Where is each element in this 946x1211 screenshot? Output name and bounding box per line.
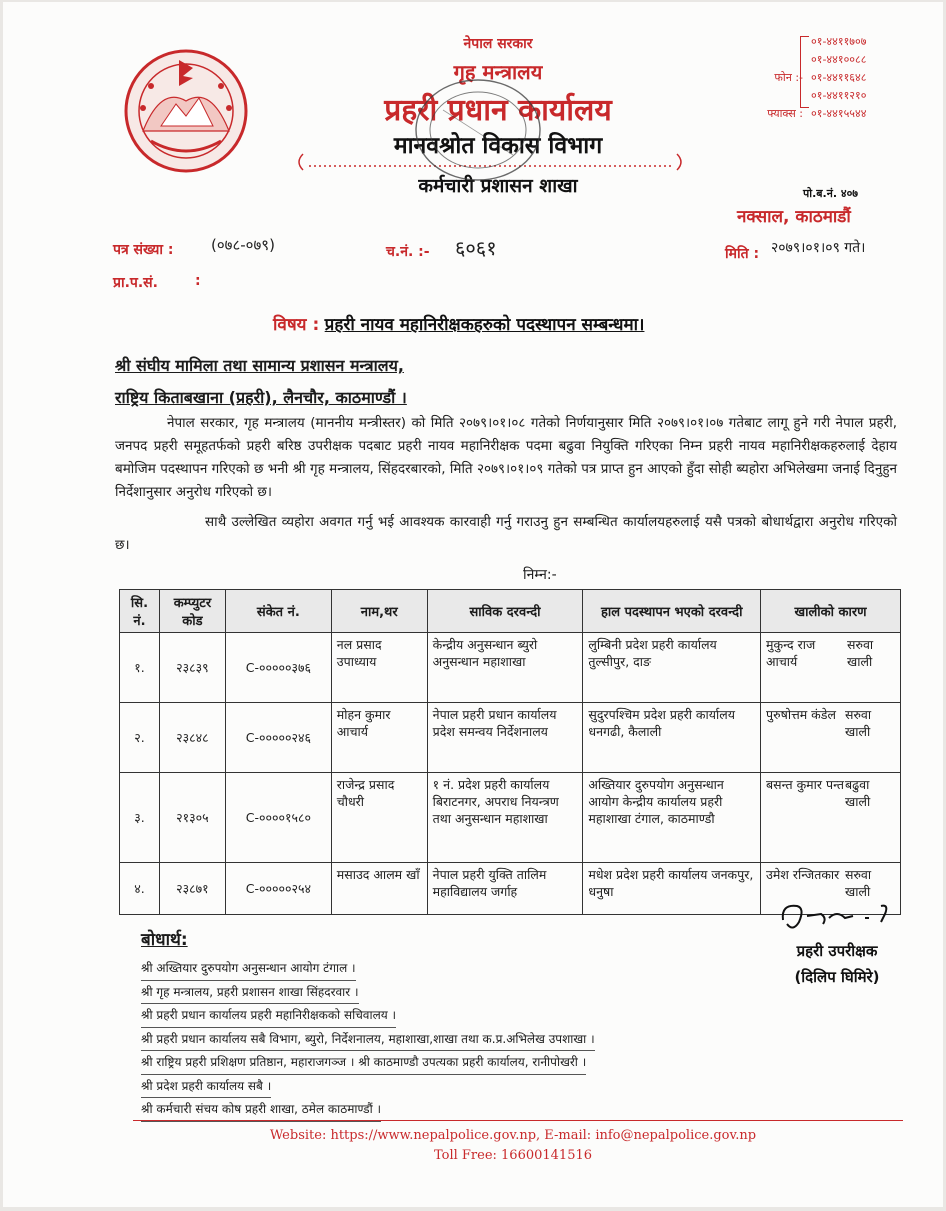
table-header-row	[120, 590, 901, 633]
po-box: पो.ब.नं. ४०७	[803, 187, 859, 200]
cell-new-post: सुदुरपश्चिम प्रदेश प्रहरी कार्यालय धनगढी, कैलाली	[583, 703, 761, 773]
col-header-code: कम्प्युटर कोड	[159, 590, 225, 633]
recipient-line-1: श्री संघीय मामिला तथा सामान्य प्रशासन मन्त्रालय,	[115, 356, 404, 375]
government-name: नेपाल सरकार	[463, 36, 533, 52]
body-paragraph-2: साथै उल्लेखित व्यहोरा अवगत गर्नु भई आवश्यक कारवाही गर्नु गराउनु हुन सम्बन्धित कार्यालयहरुलाई यसै पत्रको बोधार्थद्वारा अनुरोध गरिएको छ।	[115, 514, 897, 553]
ministry-name: गृह मन्त्रालय	[453, 60, 543, 84]
vacancy-type: बढुवा खाली	[845, 777, 871, 809]
cell-sn: २.	[120, 703, 160, 773]
footer-website-email: Website: https://www.nepalpolice.gov.np, E-mail: info@nepalpolice.gov.np	[269, 1128, 757, 1143]
cell-sn: ३.	[120, 773, 160, 863]
cell-vacancy-reason	[761, 633, 901, 703]
cc-item: श्री राष्ट्रिय प्रहरी प्रशिक्षण प्रतिष्ठान, महाराजगञ्ज । श्री काठमाण्डौ उपत्यका प्रहरी कार्यालय, रानीपोखरी ।	[141, 1051, 586, 1075]
col-header-previous-post: साविक दरवन्दी	[427, 590, 583, 633]
cell-code: २३८३९	[159, 633, 225, 703]
phone-number: ०१-४४११७०७	[811, 34, 867, 48]
cell-previous-post: नेपाल प्रहरी प्रधान कार्यालय प्रदेश समन्वय निर्देशनालय	[427, 703, 583, 773]
cc-item: श्री प्रहरी प्रधान कार्यालय सबै विभाग, ब्युरो, निर्देशनालय, महाशाखा,शाखा तथा क.प्र.अभिलेख उपशाखा ।	[141, 1028, 595, 1052]
date-label: मिति :	[725, 246, 760, 262]
col-header-new-post: हाल पदस्थापन भएको दरवन्दी	[583, 590, 761, 633]
phone-number: ०१-४४१००८८	[811, 52, 867, 66]
cell-previous-post: केन्द्रीय अनुसन्धान ब्युरो अनुसन्धान महाशाखा	[427, 633, 583, 703]
col-header-vacancy-reason: खालीको कारण	[761, 590, 901, 633]
cc-item: श्री गृह मन्त्रालय, प्रहरी प्रशासन शाखा सिंहदरवार ।	[141, 981, 359, 1005]
cell-sn: ४.	[120, 863, 160, 915]
patra-label: पत्र संख्या :	[113, 242, 174, 258]
chalan-label: च.नं. :-	[386, 244, 430, 260]
footer-divider	[133, 1120, 903, 1121]
cell-vacancy-reason	[761, 773, 901, 863]
cell-sn: १.	[120, 633, 160, 703]
cell-new-post: अख्तियार दुरुपयोग अनुसन्धान आयोग केन्द्रीय कार्यालय प्रहरी महाशाखा टंगाल, काठमाण्डौ	[583, 773, 761, 863]
handwritten-signature	[777, 898, 897, 938]
letter-page	[3, 2, 943, 1207]
office-name: प्रहरी प्रधान कार्यालय	[384, 93, 612, 128]
subject-line	[273, 312, 753, 335]
vacancy-person: पुरुषोत्तम कंडेल	[766, 707, 836, 722]
cc-item: श्री कर्मचारी संचय कोष प्रहरी शाखा, ठमेल काठमाण्डौं ।	[141, 1098, 381, 1122]
subject-value: प्रहरी नायव महानिरीक्षकहरुको पदस्थापन सम्बन्धमा।	[324, 315, 645, 335]
vacancy-type: सरुवा खाली	[847, 637, 874, 669]
cell-sanket: C-००००१५८०	[225, 773, 331, 863]
fax-number: ०१-४४१५५४४	[811, 106, 867, 120]
cell-previous-post: नेपाल प्रहरी युक्ति तालिम महाविद्यालय जर्गाह	[427, 863, 583, 915]
col-header-sn: सि. नं.	[120, 590, 160, 633]
vacancy-person: उमेश रन्जितकार	[766, 867, 840, 882]
vacancy-person: बसन्त कुमार पन्त	[766, 777, 845, 792]
cell-code: २१३०५	[159, 773, 225, 863]
table-row	[120, 703, 901, 773]
chalan-value: ६०६१	[455, 236, 497, 260]
body-paragraph-1: नेपाल सरकार, गृह मन्त्रालय (माननीय मन्त्रीस्तर) को मिति २०७९।०१।०८ गतेको निर्णयानुसार मिति २०७९।०१।०७ गतेबाट लागू हुने गरी नेपाल प्रहरी, जनपद प्रहरी समूहतर्फको प्रहरी बरिष्ठ उपरीक्षक पदबाट प्रहरी नायव महानिरीक्षक पदमा बढुवा नियुक्ति गरिएका निम्न प्रहरी नायव महानिरीक्षकहरुलाई देहाय बमोजिम पदस्थापन गरिएको छ भनी श्री गृह मन्त्रालय, सिंहदरबारको, मिति २०७९।०१।०९ गतेको पत्र प्राप्त हुन आएको हुँदा सोही ब्यहोरा अभिलेखमा जनाई दिनुहुन निर्देशानुसार अनुरोध गरिएको छ।	[115, 415, 897, 500]
cell-name: नल प्रसाद उपाध्याय	[331, 633, 427, 703]
col-header-name: नाम,थर	[331, 590, 427, 633]
cc-item: श्री प्रहरी प्रधान कार्यालय प्रहरी महानिरीक्षकको सचिवालय ।	[141, 1004, 396, 1028]
cell-previous-post: १ नं. प्रदेश प्रहरी कार्यालय बिराटनगर, अपराध नियन्त्रण तथा अनुसन्धान महाशाखा	[427, 773, 583, 863]
subject-label: विषय :	[273, 315, 320, 335]
signatory-block	[777, 938, 897, 990]
date-value: २०७९।०१।०९ गते।	[771, 240, 866, 256]
contact-block	[747, 32, 907, 122]
cell-new-post: मधेश प्रदेश प्रहरी कार्यालय जनकपुर, धनुषा	[583, 863, 761, 915]
patra-value: (०७८-०७९)	[211, 236, 275, 254]
section-name: कर्मचारी प्रशासन शाखा	[418, 175, 578, 197]
phone-label: फोन :-	[774, 70, 803, 84]
recipient-line-2: राष्ट्रिय किताबखाना (प्रहरी), लैनचौर, काठमाण्डौं ।	[115, 388, 407, 407]
phone-number: ०१-४४११६४८	[811, 70, 867, 84]
cell-name: राजेन्द्र प्रसाद चौधरी	[331, 773, 427, 863]
cell-sanket: C-०००००२५४	[225, 863, 331, 915]
vacancy-type: सरुवा खाली	[845, 707, 872, 739]
cc-item: श्री अख्तियार दुरुपयोग अनुसन्धान आयोग टंगाल ।	[141, 957, 356, 981]
cell-sanket: C-०००००२४६	[225, 703, 331, 773]
table-row	[120, 633, 901, 703]
nepal-government-emblem	[121, 46, 251, 176]
posting-table	[119, 589, 901, 915]
cell-code: २३८७१	[159, 863, 225, 915]
office-stamp	[403, 70, 553, 190]
department-name: मानवश्रोत विकास विभाग	[393, 133, 603, 159]
prapas-label: प्रा.प.सं.	[113, 275, 158, 291]
footer-toll-free: Toll Free: 16600141516	[433, 1148, 593, 1163]
fax-label: फ्याक्स :	[767, 106, 803, 120]
cc-heading: बोधार्थ:	[141, 930, 188, 950]
vacancy-type: सरुवा खाली	[845, 867, 872, 899]
office-address: नक्साल, काठमाडौं	[737, 207, 851, 227]
cell-new-post: लुम्बिनी प्रदेश प्रहरी कार्यालय तुल्सीपुर, दाङ	[583, 633, 761, 703]
signatory-name: (दिलिप घिमिरे)	[794, 968, 880, 986]
cc-list	[141, 957, 595, 1122]
signatory-title: प्रहरी उपरीक्षक	[796, 942, 878, 960]
cell-code: २३८४८	[159, 703, 225, 773]
cell-name: मसाउद आलम खाँ	[331, 863, 427, 915]
footer	[203, 1126, 823, 1166]
col-header-sanket: संकेत नं.	[225, 590, 331, 633]
cell-name: मोहन कुमार आचार्य	[331, 703, 427, 773]
vacancy-person: मुकुन्द राज आचार्य	[766, 637, 816, 669]
table-row	[120, 773, 901, 863]
cell-sanket: C-०००००३७६	[225, 633, 331, 703]
phone-number: ०१-४४११२१०	[811, 88, 867, 102]
list-heading: निम्न:-	[523, 567, 557, 583]
cell-vacancy-reason	[761, 703, 901, 773]
cc-item: श्री प्रदेश प्रहरी कार्यालय सबै ।	[141, 1075, 271, 1099]
prapas-separator: :	[195, 273, 201, 289]
